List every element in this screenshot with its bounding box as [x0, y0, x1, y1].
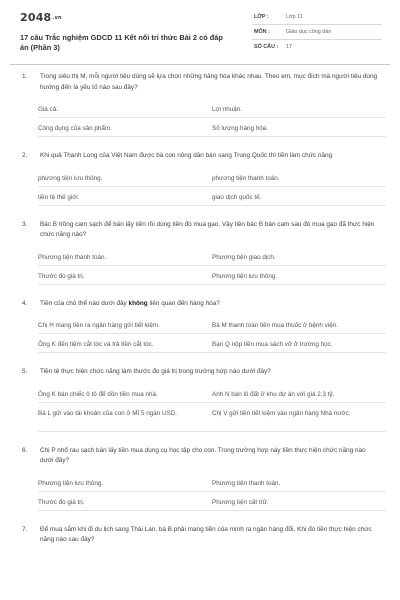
logo-main: 2048: [20, 11, 52, 24]
question-number: 3.: [22, 220, 28, 228]
question-list: [0, 72, 400, 560]
option[interactable]: Ông K bán chiếc ô tô để dồn tiền mua nhà.: [38, 384, 212, 403]
option[interactable]: phương tiện lưu thông.: [38, 168, 212, 187]
question-text: [40, 300, 220, 307]
option[interactable]: Phương tiện giao dịch.: [212, 247, 386, 266]
options-grid: [38, 99, 400, 137]
question-2: [0, 151, 400, 206]
options-grid: [38, 247, 400, 285]
question-number: 4.: [22, 299, 28, 307]
question-6: [0, 446, 400, 511]
question-number: 7.: [22, 525, 28, 533]
option[interactable]: Bà M thanh toán tiền mua thuốc ở bệnh viện.: [212, 315, 386, 334]
meta-value: Lớp 11: [286, 14, 303, 20]
question-text: Để mua sắm khi đi du lịch sang Thái Lan, bà B phải mang tiền của mình ra ngân hàng đổi. Khi đó tiền thực hiện chức năng nào sau đây?: [40, 525, 372, 543]
page-title: 17 câu Trắc nghiệm GDCD 11 Kết nối tri thức Bài 2 có đáp án (Phần 3): [20, 33, 223, 52]
option[interactable]: Phương tiện cất trữ.: [212, 492, 386, 511]
options-grid: [38, 473, 400, 511]
options-grid: [38, 168, 400, 206]
question-number: 2.: [22, 152, 28, 159]
meta-row-class: [252, 10, 382, 25]
option[interactable]: Phương tiện thanh toán.: [38, 247, 212, 266]
document-header: [0, 0, 400, 62]
question-text: Chị P nhổ rau sạch bán lấy tiền mua dụng cụ học tập cho con. Trong trường hợp này tiền thực hiện chức năng nào dưới đây?: [40, 446, 366, 464]
site-logo[interactable]: [20, 11, 62, 24]
option[interactable]: Lợi nhuận.: [212, 99, 386, 118]
option[interactable]: Bạn Q nộp tiền mua sách vở ở trường học.: [212, 334, 386, 353]
option[interactable]: Phương tiện lưu thông.: [212, 266, 386, 285]
meta-label: SỐ CÂU :: [254, 44, 279, 50]
option[interactable]: Ông K đến tiệm cắt tóc và trả tiền cắt tóc.: [38, 334, 212, 353]
meta-value: Giáo dục công dân: [286, 29, 332, 35]
question-text: Khi quả Thanh Long của Việt Nam được bà con nông dân bán sang Trung Quốc thì tiền làm chức năng: [40, 152, 333, 159]
option[interactable]: Chị V gửi tiền tiết kiệm vào ngân hàng Nhà nước.: [212, 403, 386, 432]
question-5: [0, 367, 400, 432]
option[interactable]: Thước đo giá trị.: [38, 266, 212, 285]
question-text: Bác B trồng cam sạch để bán lấy tiền rồi dùng tiền đó mua gạo. Vậy tiền bác B bán cam sau đó mua gạo đã thực hiện chức năng nào?: [40, 220, 375, 238]
option[interactable]: Giá cả.: [38, 99, 212, 118]
meta-row-count: [252, 40, 382, 55]
question-text-part: liên quan đến hàng hóa?: [147, 299, 220, 307]
option[interactable]: Phương tiện lưu thông.: [38, 473, 212, 492]
option[interactable]: phương tiện thanh toán.: [212, 168, 386, 187]
question-text-part: Tiền của chủ thể nào dưới đây: [40, 299, 129, 307]
logo-suffix: .vn: [52, 15, 62, 21]
option[interactable]: Chị H mang tiền ra ngân hàng gửi tiết kiệm.: [38, 315, 212, 334]
option[interactable]: Thước đo giá trị.: [38, 492, 212, 511]
question-1: [0, 72, 400, 137]
option[interactable]: Anh N bán lô đất ở khu dự án với giá 2,3 tỷ.: [212, 384, 386, 403]
question-text: Trong siêu thị M, mỗi người tiêu dùng sẽ lựa chọn những hàng hóa khác nhau. Theo em, mục đích mà người tiêu dùng hướng đến là yếu tố nào sau đây?: [40, 73, 378, 91]
option[interactable]: Bà L gửi vào tài khoản của con ở Mĩ 5 ngàn USD.: [38, 403, 212, 432]
question-number: 5.: [22, 368, 28, 375]
question-3: [0, 220, 400, 285]
option[interactable]: Phương tiện thanh toán.: [212, 473, 386, 492]
option[interactable]: tiền tệ thế giới.: [38, 187, 212, 206]
question-number: 6.: [22, 446, 28, 454]
question-text: Tiền tệ thực hiện chức năng làm thước đo giá trị trong trường hợp nào dưới đây?: [40, 368, 271, 375]
question-number: 1.: [22, 73, 28, 80]
question-7: [0, 525, 400, 546]
options-grid: [38, 384, 400, 432]
question-emphasis: không: [128, 299, 148, 307]
meta-label: LỚP :: [254, 14, 269, 20]
meta-value: 17: [286, 44, 292, 50]
option[interactable]: Công dụng của sản phẩm.: [38, 118, 212, 137]
document-meta: [252, 10, 382, 55]
meta-row-subject: [252, 25, 382, 40]
meta-label: MÔN :: [254, 29, 270, 35]
option[interactable]: Số lượng hàng hóa.: [212, 118, 386, 137]
options-grid: [38, 315, 400, 353]
question-4: [0, 299, 400, 354]
header-divider: [10, 64, 390, 65]
option[interactable]: giao dịch quốc tế.: [212, 187, 386, 206]
